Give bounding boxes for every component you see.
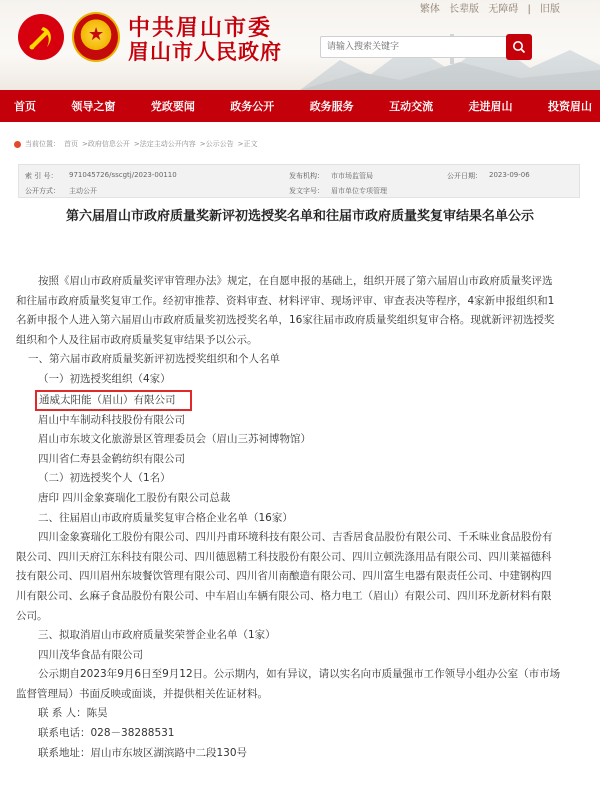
list-item: 眉山中车制动科技股份有限公司: [38, 413, 185, 426]
paragraph-line: 监督管理局）书面反映或面谈，并提供相关佐证材料。: [16, 687, 268, 700]
section-heading: 二、往届眉山市政府质量奖复审合格企业名单（16家）: [38, 511, 293, 524]
nav-item-open-gov[interactable]: 政务公开: [230, 100, 275, 113]
nav-item-services[interactable]: 政务服务: [309, 100, 354, 113]
nav-item-about[interactable]: 走进眉山: [468, 100, 513, 113]
paragraph-line: 公示期自2023年9月6日至9月12日。公示期内，如有异议，请以实名向市质量强市工作领导小组办公室（市市场: [38, 668, 561, 681]
breadcrumb-item[interactable]: >法定主动公开内容: [133, 140, 196, 148]
subsection-heading: （二）初选授奖个人（1名）: [38, 472, 171, 485]
document-meta-table: [18, 164, 580, 198]
nav-item-leaders[interactable]: 领导之窗: [71, 100, 116, 113]
paragraph-line: 技有限公司、四川眉州东坡餐饮管理有限公司、四川省川南酿造有限公司、四川富生电器有限责任公司、中建钢构四: [16, 570, 552, 583]
article-body: [16, 272, 586, 763]
meta-date-value: 2023-09-06: [489, 171, 530, 179]
site-title-line2: 眉山市人民政府: [128, 39, 282, 64]
breadcrumb-item[interactable]: >公示公告: [199, 140, 234, 148]
meta-mode-label: 公开方式：: [25, 187, 60, 195]
meta-row: [19, 167, 579, 183]
breadcrumb-item[interactable]: 首页: [64, 140, 78, 148]
subsection-heading: （一）初选授奖组织（4家）: [38, 372, 171, 385]
meta-agency-label: 发布机构：: [289, 172, 324, 180]
meta-agency-value: 市市场监管局: [331, 172, 373, 180]
breadcrumb: [14, 139, 258, 149]
site-title-line1: 中共眉山市委: [128, 15, 273, 41]
nav-item-news[interactable]: 党政要闻: [150, 100, 195, 113]
national-emblem-icon: [72, 12, 120, 62]
list-item: 四川茂华食品有限公司: [38, 648, 143, 661]
section-heading: 一、第六届市政府质量奖新评初选授奖组织和个人名单: [28, 353, 280, 366]
top-link-accessibility[interactable]: 无障碍: [488, 4, 519, 15]
main-nav: [0, 90, 600, 122]
meta-index-label: 索 引 号：: [25, 172, 58, 180]
top-link-traditional[interactable]: 繁体: [419, 4, 440, 15]
paragraph-line: 和往届市政府质量奖复审工作。经初审推荐、资料审查、材料评审、现场评审、审查表决等程序，4家新申报组织和1: [16, 294, 555, 307]
paragraph-line: 川有限公司、幺麻子食品股份有限公司、中车眉山车辆有限公司、格力电工（眉山）有限公司、四川环龙新材料有限: [16, 589, 552, 602]
paragraph-line: 公司。: [16, 609, 48, 622]
list-item: 唐印 四川金象赛瑞化工股份有限公司总裁: [38, 491, 231, 504]
paragraph-line: 组织和个人及往届市政府质量奖复审结果予以公示。: [16, 333, 258, 346]
search-icon: [512, 40, 526, 54]
top-link-old-version[interactable]: 旧版: [540, 4, 560, 15]
meta-produce-label: 发文字号：: [289, 187, 324, 195]
search-button[interactable]: [506, 34, 532, 60]
contact-person: 联 系 人：陈昊: [38, 707, 108, 720]
top-links: [414, 0, 560, 15]
paragraph-line: 按照《眉山市政府质量奖评审管理办法》规定，在自愿申报的基础上，组织开展了第六届眉山市政府质量奖评选: [38, 275, 553, 287]
meta-produce-value: 眉市单位专项管理: [331, 187, 387, 195]
search-input[interactable]: 请输入搜索关键字: [320, 36, 530, 58]
top-link-divider: |: [527, 4, 531, 15]
site-title[interactable]: [128, 16, 282, 64]
breadcrumb-item[interactable]: >政府信息公开: [82, 140, 130, 148]
breadcrumb-label: 当前位置：: [25, 140, 60, 148]
list-item: 四川省仁寿县金鹤纺织有限公司: [38, 452, 185, 465]
article-title: 第六届眉山市政府质量奖新评初选授奖名单和往届市政府质量奖复审结果名单公示: [65, 209, 534, 224]
location-icon: [14, 141, 21, 148]
paragraph-line: 四川金象赛瑞化工股份有限公司、四川丹甫环境科技有限公司、吉香居食品股份有限公司、千禾味业食品股份有: [38, 531, 553, 544]
paragraph-line: 限公司、四川天府江东科技有限公司、四川德恩精工科技股份有限公司、四川立顿洗涤用品有限公司、四川莱福德科: [16, 550, 552, 563]
meta-index-value: 971045726/sscgtj/2023-00110: [69, 171, 177, 179]
top-link-elderly[interactable]: 长辈版: [449, 4, 480, 15]
highlighted-company: 通威太阳能（眉山）有限公司: [35, 390, 192, 411]
meta-row: [19, 182, 579, 198]
breadcrumb-item: >正文: [237, 140, 258, 148]
section-heading: 三、拟取消眉山市政府质量奖荣誉企业名单（1家）: [38, 629, 276, 642]
meta-date-label: 公开日期：: [447, 172, 482, 180]
contact-address: 联系地址：眉山市东坡区湖滨路中二段130号: [38, 746, 248, 759]
contact-phone: 联系电话：028－38288531: [38, 727, 175, 740]
site-header: [0, 0, 600, 90]
paragraph-line: 名新申报个人进入第六届眉山市政府质量奖初选授奖名单，16家往届市政府质量奖组织复审合格。现就新评初选授奖: [16, 314, 555, 327]
list-item: 眉山市东坡文化旅游景区管理委员会（眉山三苏祠博物馆）: [38, 433, 311, 446]
party-emblem-icon: [18, 14, 64, 60]
meta-mode-value: 主动公开: [69, 187, 97, 195]
nav-item-home[interactable]: 首页: [14, 100, 36, 113]
nav-item-invest[interactable]: 投资眉山: [547, 100, 592, 113]
nav-item-interaction[interactable]: 互动交流: [389, 100, 434, 113]
